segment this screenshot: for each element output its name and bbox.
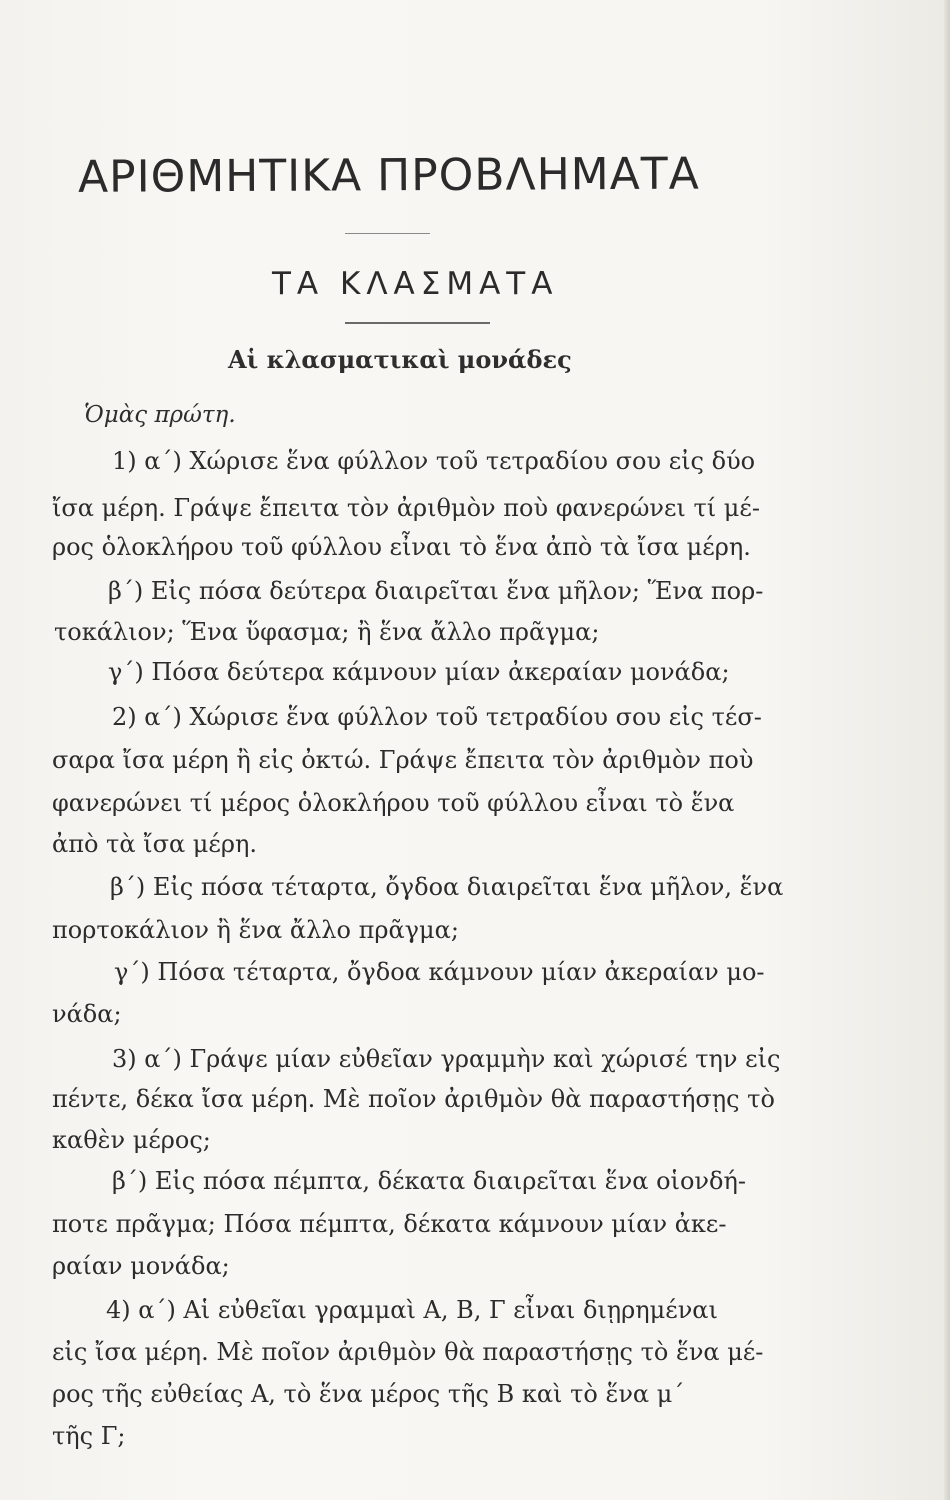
text-line: 2) α΄) Χώρισε ἕνα φύλλον τοῦ τετραδίου σου εἰς τέσ- [112, 703, 762, 731]
text-line: τῆς Γ; [52, 1422, 126, 1450]
text-line: καθὲν μέρος; [52, 1126, 211, 1154]
main-title: ΑΡΙΘΜΗΤΙΚΑ ΠΡΟΒΛΗΜΑΤΑ [77, 148, 700, 203]
text-line: φανερώνει τί μέρος ὁλοκλήρου τοῦ φύλλου εἶναι τὸ ἕνα [52, 789, 735, 817]
text-line: ρος ὁλοκλήρου τοῦ φύλλου εἶναι τὸ ἕνα ἀπὸ τὰ ἴσα μέρη. [52, 533, 751, 561]
text-line: 1) α΄) Χώρισε ἕνα φύλλον τοῦ τετραδίου σου εἰς δύο [112, 447, 756, 475]
text-line: β΄) Εἰς πόσα δεύτερα διαιρεῖται ἕνα μῆλον; Ἕνα πορ- [108, 577, 764, 605]
section-divider [345, 322, 490, 324]
text-line: 4) α΄) Αἱ εὐθεῖαι γραμμαὶ Α, Β, Γ εἶναι διῃρημέναι [106, 1296, 718, 1324]
text-line: εἰς ἴσα μέρη. Μὲ ποῖον ἀριθμὸν θὰ παραστήσῃς τὸ ἕνα μέ- [52, 1338, 764, 1366]
text-line: τοκάλιον; Ἕνα ὕφασμα; ἢ ἕνα ἄλλο πρᾶγμα; [54, 618, 600, 646]
text-line: σαρα ἴσα μέρη ἢ εἰς ὀκτώ. Γράψε ἔπειτα τὸν ἀριθμὸν ποὺ [52, 746, 754, 774]
text-line: γ΄) Πόσα τέταρτα, ὄγδοα κάμνουν μίαν ἀκεραίαν μο- [114, 958, 765, 986]
page-edge [944, 0, 950, 1500]
title-divider [345, 233, 430, 234]
text-line: ρος τῆς εὐθείας Α, τὸ ἕνα μέρος τῆς Β καὶ τὸ ἕνα μ΄ [52, 1380, 685, 1408]
text-line: ἴσα μέρη. Γράψε ἔπειτα τὸν ἀριθμὸν ποὺ φανερώνει τί μέ- [52, 494, 760, 522]
text-line: ἀπὸ τὰ ἴσα μέρη. [52, 830, 257, 858]
text-line: 3) α΄) Γράψε μίαν εὐθεῖαν γραμμὴν καὶ χώρισέ την εἰς [112, 1045, 781, 1073]
text-line: γ΄) Πόσα δεύτερα κάμνουν μίαν ἀκεραίαν μονάδα; [108, 658, 730, 686]
section-title: ΤΑ ΚΛΑΣΜΑΤΑ [272, 266, 559, 302]
text-line: β΄) Εἰς πόσα πέμπτα, δέκατα διαιρεῖται ἕνα οἱονδή- [112, 1167, 746, 1195]
text-line: ποτε πρᾶγμα; Πόσα πέμπτα, δέκατα κάμνουν μίαν ἀκε- [52, 1210, 727, 1238]
group-label: Ὁμὰς πρώτη. [84, 402, 236, 428]
text-line: β΄) Εἰς πόσα τέταρτα, ὄγδοα διαιρεῖται ἕνα μῆλον, ἕνα [110, 873, 784, 901]
text-line: ραίαν μονάδα; [52, 1252, 230, 1280]
text-line: νάδα; [52, 1000, 122, 1028]
text-line: πέντε, δέκα ἴσα μέρη. Μὲ ποῖον ἀριθμὸν θὰ παραστήσῃς τὸ [52, 1085, 775, 1113]
subsection-title: Αἱ κλασματικαὶ μονάδες [228, 345, 572, 374]
text-line: πορτοκάλιον ἢ ἕνα ἄλλο πρᾶγμα; [52, 916, 459, 944]
